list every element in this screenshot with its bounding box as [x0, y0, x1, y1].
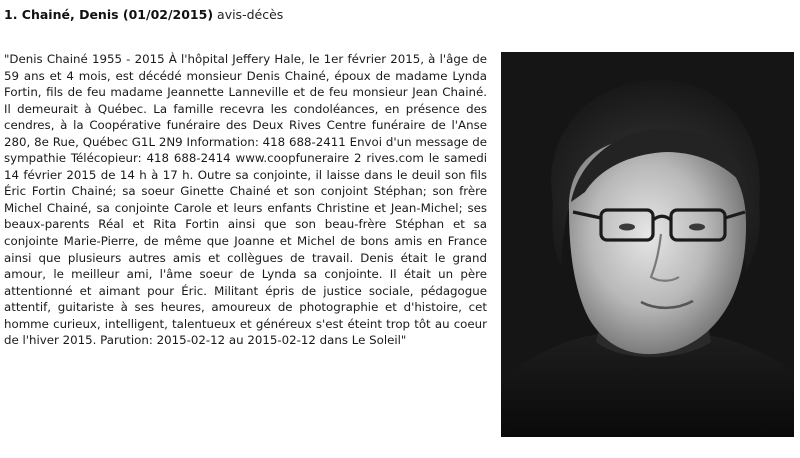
obituary-text: "Denis Chainé 1955 - 2015 À l'hôpital Jeffery Hale, le 1er février 2015, à l'âge de 59 ans et 4 mois, est décédé monsieur Denis Chainé, époux de madame Lynda Fortin, fils de feu madame Jeannette Lanneville et de feu monsieur Jean Chainé. Il demeurait à Québec. La famille recevra les condoléances, en présence des cendres, à la Coopérative funéraire des Deux Rives Centre funéraire de l'Anse 280, 8e Rue, Québec G1L 2N9 Information: 418 688-2411 Envoi d'un message de sympathie Télécopieur: 418 688-2414 www.coopfuneraire 2 rives.com le samedi 14 février 2015 de 14 h à 17 h. Outre sa conjointe, il laisse dans le deuil son fils Éric Fortin Chainé; sa soeur Ginette Chainé et son conjoint Stéphan; son frère Michel Chainé, sa conjointe Carole et leurs enfants Christine et Jean-Michel; ses beaux-parents Réal et Rita Fortin ainsi que son beau-frère Stéphan et sa conjointe Marie-Pierre, de même que Joanne et Michel de bons amis en France ainsi que plusieurs autres amis et collègues de travail. Denis était le grand amour, le meilleur ami, l'âme soeur de Lynda sa conjointe. Il était un père attentionné et aimant pour Éric. Militant épris de justice sociale, pédagogue attentif, guitariste à ses heures, amoureux de photographie et d'histoire, cet homme curieux, intelligent, talentueux et généreux s'est éteint trop tôt au coeur de l'hiver 2015. Parution: 2015-02-12 au 2015-02-12 dans Le Soleil": [4, 52, 487, 348]
obituary-title-link[interactable]: 1. Chainé, Denis (01/02/2015): [4, 7, 214, 22]
result-header: [4, 7, 283, 22]
category-label: avis-décès: [217, 7, 284, 22]
portrait-photo: [501, 52, 794, 437]
portrait-icon: [501, 52, 794, 437]
